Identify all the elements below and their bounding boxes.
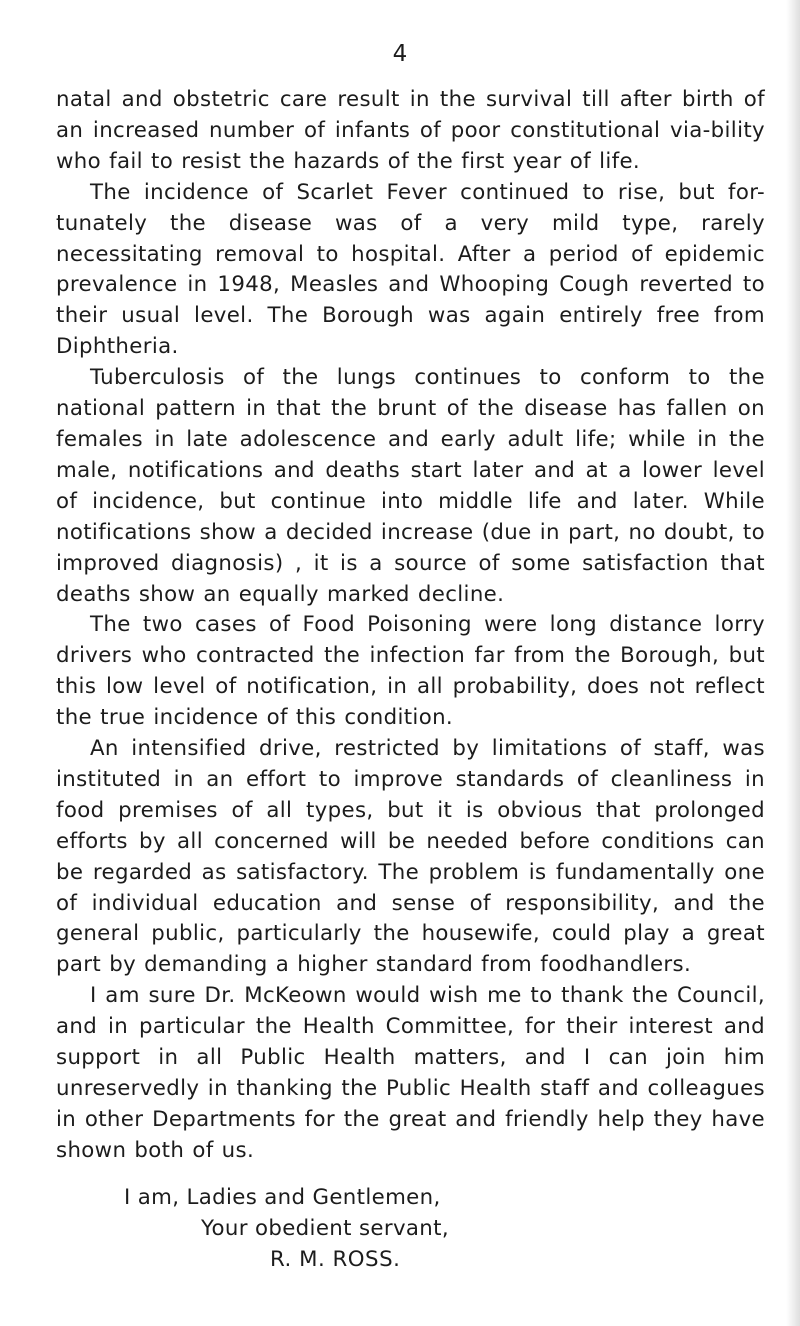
paragraph-food-poisoning: The two cases of Food Poisoning were long distance lorry drivers who contracted the infection far from the Borough, but this low level of notification, in all probability, does not reflect the true incidence of this condition. [56,612,765,731]
paragraph-infant-mortality: natal and obstetric care result in the survival till after birth of an increased number of infants of poor constitutional via-bility who fail to resist the hazards of the first year of life. [56,87,765,174]
paragraph-infectious-diseases: The incidence of Scarlet Fever continued to rise, but for-tunately the disease was of a very mild type, rarely necessitating removal to hospital. After a period of epidemic prevalence in 1948, Measles and Whooping Cough reverted to their usual level. The Borough was again entirely free from Diphtheria. [56,179,765,360]
closing-signature: R. M. ROSS. [270,1246,401,1272]
letter-body [56,85,765,1167]
paragraph-food-hygiene: An intensified drive, restricted by limitations of staff, was instituted in an effort to improve standards of cleanliness in food premises of all types, but it is obvious that prolonged efforts by all concerned will be needed before conditions can be regarded as satisfactory. The problem is fundamentally one of individual education and sense of responsibility, and the general public, particularly the housewife, could play a great part by demanding a higher standard from foodhandlers. [56,736,765,978]
closing-valediction: Your obedient servant, [201,1215,449,1241]
letter-closing [56,1183,765,1276]
page-edge-shadow [786,0,800,1326]
paragraph-acknowledgements: I am sure Dr. McKeown would wish me to thank the Council, and in particular the Health Committee, for their interest and support in all Public Health matters, and I can join him unreservedly in thanking the Public Health staff and colleagues in other Departments for the great and friendly help they have shown both of us. [56,983,765,1163]
paragraph-tuberculosis: Tuberculosis of the lungs continues to conform to the national pattern in that the brunt of the disease has fallen on females in late adolescence and early adult life; while in the male, notifications and deaths start later and at a lower level of incidence, but continue into middle life and later. While notifications show a decided increase (due in part, no doubt, to improved diagnosis) , it is a source of some satisfaction that deaths show an equally marked decline. [56,365,765,607]
page-number: 4 [392,41,408,67]
closing-salutation: I am, Ladies and Gentlemen, [124,1185,441,1210]
